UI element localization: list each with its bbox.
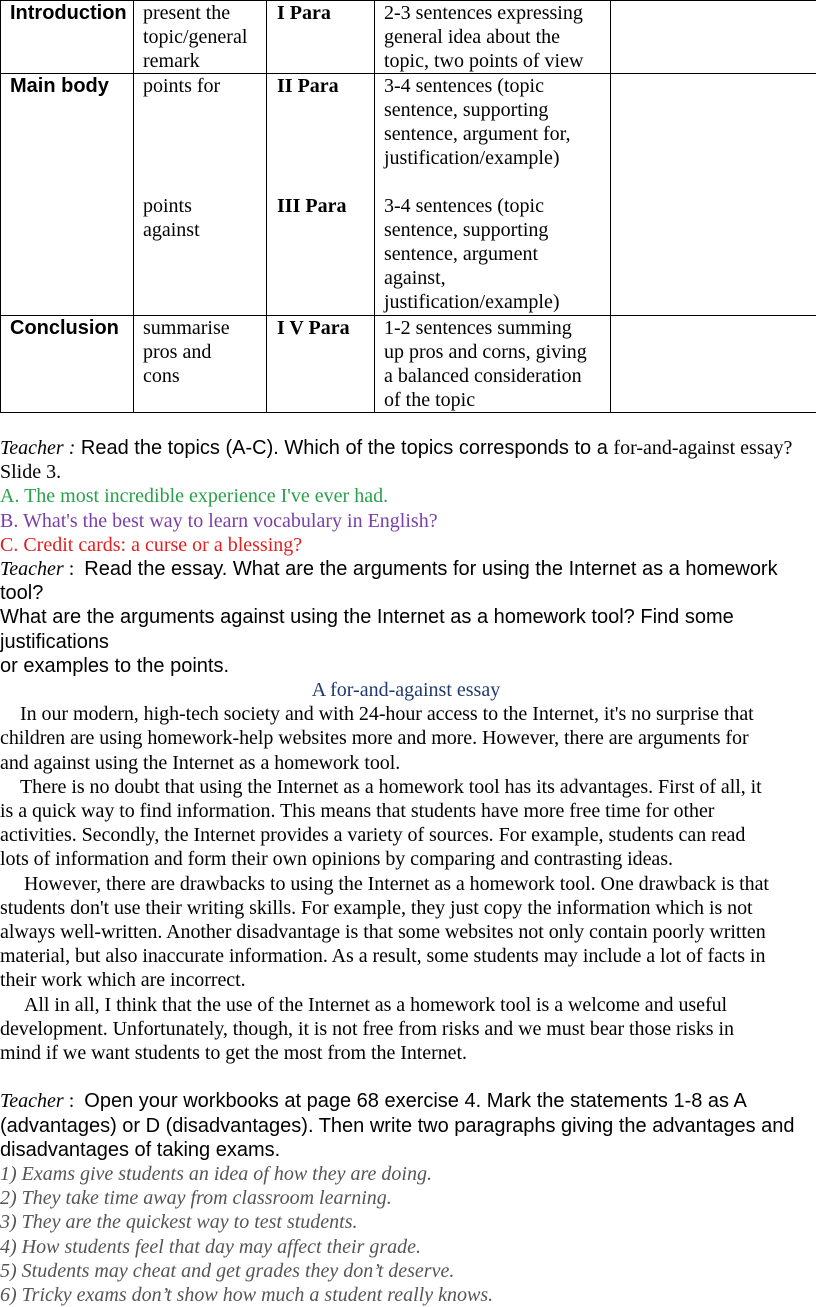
essay-line: always well-written. Another disadvantage is that some websites not only contain poorly written xyxy=(0,920,812,944)
essay-line: development. Unfortunately, though, it is not free from risks and we must bear those risks in xyxy=(0,1017,812,1041)
cell-line: summarise xyxy=(143,316,260,340)
cell-line: present the xyxy=(143,1,260,25)
essay-line: In our modern, high-tech society and with 24-hour access to the Internet, it's no surprise that xyxy=(0,702,812,726)
paragraph-cell xyxy=(267,74,375,316)
cell-line: sentence, argument xyxy=(384,242,604,266)
cell-line: 1-2 sentences summing xyxy=(384,316,604,340)
statement-item: 6) Tricky exams don’t show how much a student really knows. xyxy=(0,1283,812,1307)
essay-line: students don't use their writing skills. For example, they just copy the information which is not xyxy=(0,896,812,920)
task1-line2: Slide 3. xyxy=(0,460,812,484)
cell-line: points xyxy=(143,194,260,218)
cell-line: sentence, supporting xyxy=(384,98,604,122)
essay-line: material, but also inaccurate information. As a result, some students may include a lot of facts in xyxy=(0,944,812,968)
cell-line: up pros and corns, giving xyxy=(384,340,604,364)
teacher-label: Teacher xyxy=(0,558,64,580)
teacher-label: Teacher : xyxy=(0,437,75,459)
description-cell xyxy=(375,316,611,413)
essay-body xyxy=(0,702,812,1065)
section-cell: Conclusion xyxy=(1,316,134,413)
cell-line: cons xyxy=(143,364,260,388)
essay-line: lots of information and form their own opinions by comparing and contrasting ideas. xyxy=(0,847,812,871)
cell-line: 2-3 sentences expressing xyxy=(384,1,604,25)
cell-line: of the topic xyxy=(384,388,604,412)
task2-line3: or examples to the points. xyxy=(0,654,812,678)
paragraph-cell: I Para xyxy=(267,1,375,74)
lesson-text xyxy=(0,436,812,1307)
empty-cell xyxy=(611,316,816,413)
cell-line: against xyxy=(143,218,260,242)
task3-line2: (advantages) or D (disadvantages). Then write two paragraphs giving the advantages and xyxy=(0,1114,812,1138)
cell-line: 3-4 sentences (topic xyxy=(384,194,604,218)
teacher-label: Teacher xyxy=(0,1090,64,1112)
cell-line: II Para xyxy=(277,74,368,98)
section-cell: Introduction xyxy=(1,1,134,74)
cell-line: a balanced consideration xyxy=(384,364,604,388)
task3-line3: disadvantages of taking exams. xyxy=(0,1138,812,1162)
cell-line: topic, two points of view xyxy=(384,49,604,73)
statement-item: 3) They are the quickest way to test students. xyxy=(0,1210,812,1234)
cell-line: sentence, supporting xyxy=(384,218,604,242)
task3-line1: Teacher : Open your workbooks at page 68 exercise 4. Mark the statements 1-8 as A xyxy=(0,1089,812,1113)
statement-item: 4) How students feel that day may affect their grade. xyxy=(0,1235,812,1259)
cell-line: general idea about the xyxy=(384,25,604,49)
content-cell xyxy=(134,1,267,74)
statement-item: 5) Students may cheat and get grades they don’t deserve. xyxy=(0,1259,812,1283)
topic-c: C. Credit cards: a curse or a blessing? xyxy=(0,533,812,557)
cell-line: justification/example) xyxy=(384,290,604,314)
essay-line: activities. Secondly, the Internet provides a variety of sources. For example, students can read xyxy=(0,823,812,847)
cell-line: justification/example) xyxy=(384,146,604,170)
content-cell xyxy=(134,74,267,316)
cell-line: remark xyxy=(143,49,260,73)
topic-a: A. The most incredible experience I've ever had. xyxy=(0,484,812,508)
table-row-main-body xyxy=(1,74,816,316)
cell-line: pros and xyxy=(143,340,260,364)
cell-line: points for xyxy=(143,74,260,98)
essay-line: mind if we want students to get the most from the Internet. xyxy=(0,1041,812,1065)
essay-plan-table xyxy=(0,0,816,413)
essay-title: A for-and-against essay xyxy=(0,678,812,702)
empty-cell xyxy=(611,1,816,74)
topic-b: B. What's the best way to learn vocabulary in English? xyxy=(0,509,812,533)
essay-line: their work which are incorrect. xyxy=(0,968,812,992)
essay-line: All in all, I think that the use of the Internet as a homework tool is a welcome and useful xyxy=(0,993,812,1017)
content-cell xyxy=(134,316,267,413)
description-cell xyxy=(375,1,611,74)
essay-line: and against using the Internet as a homework tool. xyxy=(0,751,812,775)
essay-line: is a quick way to find information. This means that students have more free time for other xyxy=(0,799,812,823)
essay-line: children are using homework-help websites more and more. However, there are arguments for xyxy=(0,726,812,750)
task1-line1: Teacher : Read the topics (A-C). Which of the topics corresponds to a for-and-against essay? xyxy=(0,436,812,460)
essay-line: However, there are drawbacks to using the Internet as a homework tool. One drawback is that xyxy=(0,872,812,896)
essay-line: There is no doubt that using the Internet as a homework tool has its advantages. First of all, it xyxy=(0,775,812,799)
section-cell: Main body xyxy=(1,74,134,316)
cell-line: sentence, argument for, xyxy=(384,122,604,146)
statement-item: 2) They take time away from classroom learning. xyxy=(0,1186,812,1210)
task2-line2: What are the arguments against using the Internet as a homework tool? Find some justifications xyxy=(0,605,812,653)
cell-line: against, xyxy=(384,266,604,290)
table-row-introduction xyxy=(1,1,816,74)
cell-line: 3-4 sentences (topic xyxy=(384,74,604,98)
paragraph-cell: I V Para xyxy=(267,316,375,413)
task2-line1: Teacher : Read the essay. What are the arguments for using the Internet as a homework tool? xyxy=(0,557,812,605)
statement-item: 1) Exams give students an idea of how they are doing. xyxy=(0,1162,812,1186)
description-cell xyxy=(375,74,611,316)
cell-line: topic/general xyxy=(143,25,260,49)
cell-line: III Para xyxy=(277,194,368,218)
empty-cell xyxy=(611,74,816,316)
table-row-conclusion xyxy=(1,316,816,413)
